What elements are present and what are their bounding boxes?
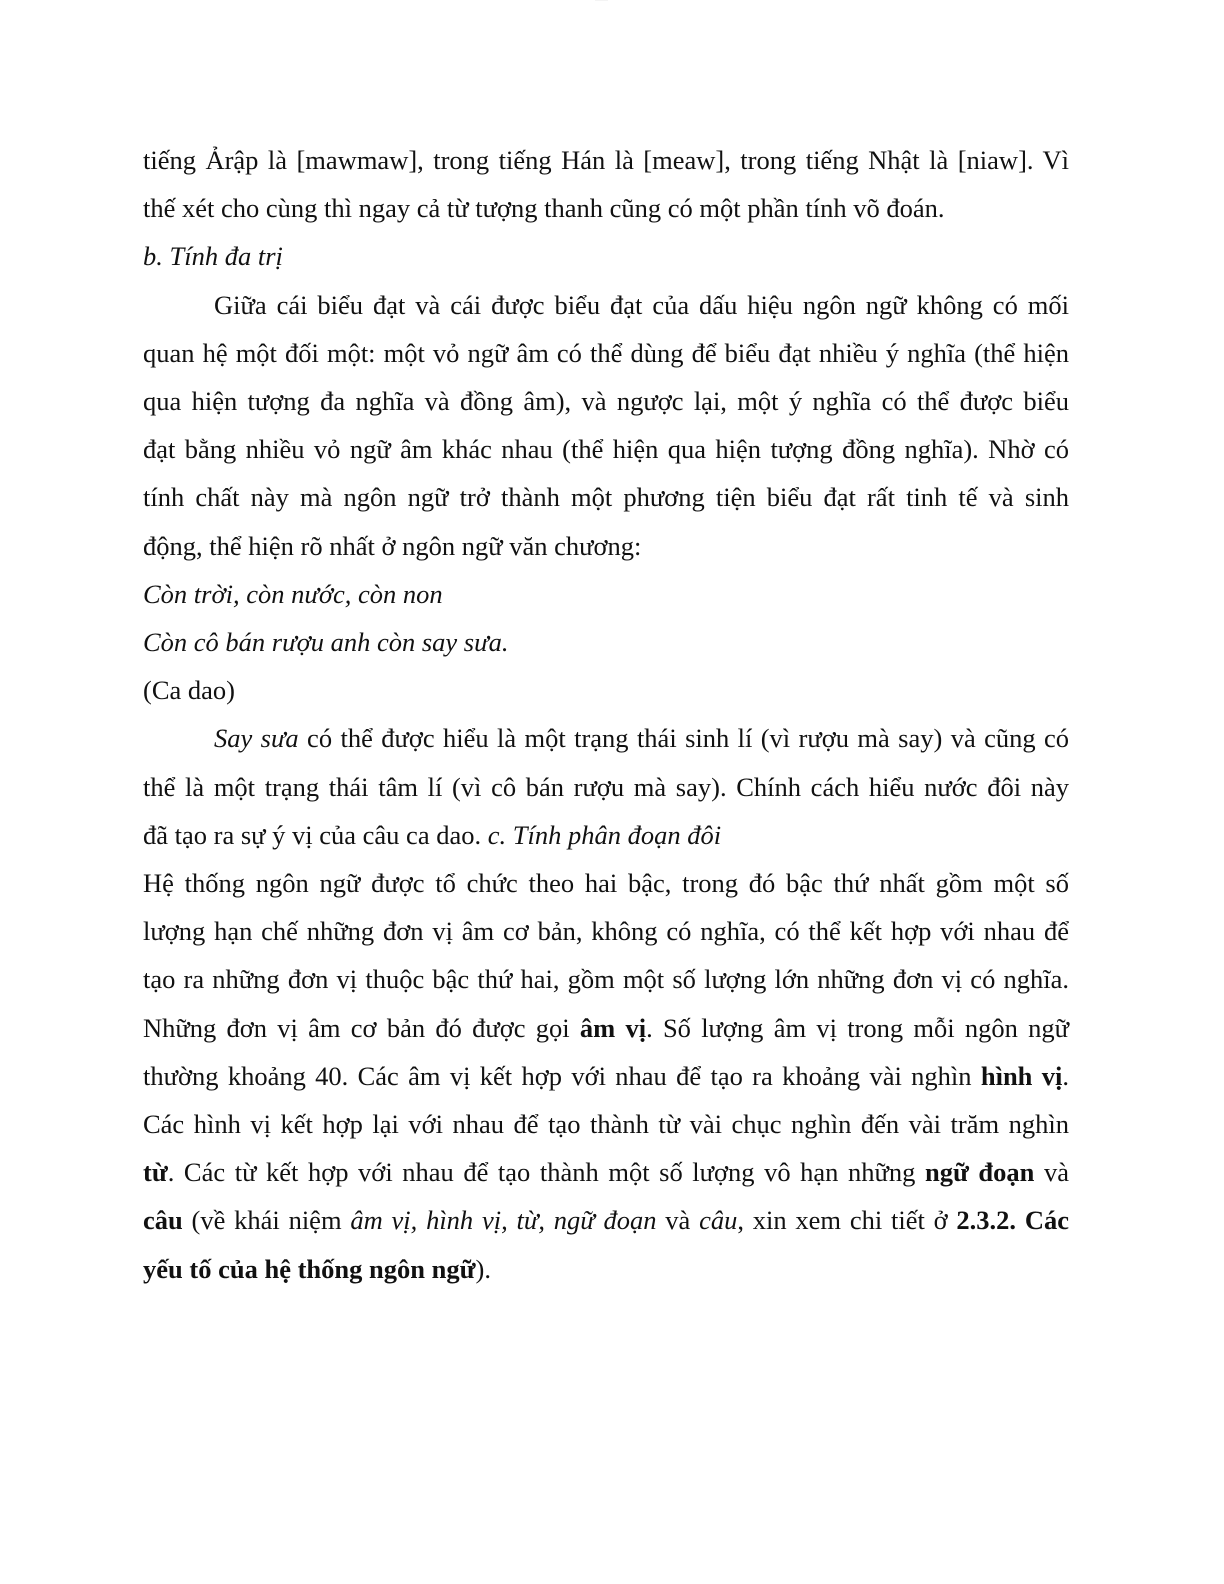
text-segment: qua hiện tượng đa nghĩa và đồng âm), và ngược lại, một ý nghĩa có thể được biểu (143, 386, 1069, 417)
text-segment: tính chất này mà ngôn ngữ trở thành một phương tiện biểu đạt rất tinh tế và sinh (143, 482, 1069, 513)
bold-term: câu (143, 1205, 183, 1236)
italic-text: Còn cô bán rượu anh còn say sưa. (143, 627, 509, 658)
italic-text: Say sưa (214, 723, 299, 754)
text-line (143, 136, 1069, 184)
text-segment: thể là một trạng thái tâm lí (vì cô bán rượu mà say). Chính cách hiểu nước đôi này (143, 771, 1069, 802)
text-line (143, 473, 1069, 521)
text-segment: đã tạo ra sự ý vị của câu ca dao. (143, 819, 488, 850)
text-segment: , xin xem chi tiết ở (737, 1205, 957, 1236)
text-segment: thế xét cho cùng thì ngay cả từ tượng thanh cũng có một phần tính võ đoán. (143, 193, 945, 224)
text-segment: (Ca dao) (143, 675, 235, 706)
text-line (143, 714, 1069, 762)
text-segment: Các hình vị kết hợp lại với nhau để tạo thành từ vài chục nghìn đến vài trăm nghìn (143, 1109, 1069, 1140)
text-line (143, 859, 1069, 907)
text-line (143, 811, 1069, 859)
italic-text: b. Tính đa trị (143, 241, 283, 272)
text-line (143, 184, 1069, 232)
text-line (143, 907, 1069, 955)
text-line (143, 425, 1069, 473)
text-line (143, 666, 1069, 714)
text-segment: ). (475, 1253, 491, 1284)
header-mark: ············· (595, 0, 608, 3)
text-segment: có thể được hiểu là một trạng thái sinh lí (vì rượu mà say) và cũng có (298, 723, 1069, 754)
text-segment: lượng hạn chế những đơn vị âm cơ bản, không có nghĩa, có thể kết hợp với nhau để (143, 916, 1069, 947)
text-line (143, 763, 1069, 811)
body-text (143, 136, 1069, 1293)
bold-term: 2.3.2. Các (956, 1205, 1069, 1236)
text-segment: thường khoảng 40. Các âm vị kết hợp với nhau để tạo ra khoảng vài nghìn (143, 1060, 981, 1091)
text-segment: Những đơn vị âm cơ bản đó được gọi (143, 1012, 580, 1043)
text-segment: Hệ thống ngôn ngữ được tổ chức theo hai bậc, trong đó bậc thứ nhất gồm một số (143, 868, 1069, 899)
text-line (143, 570, 1069, 618)
italic-text: câu (699, 1205, 738, 1236)
text-line (143, 1100, 1069, 1148)
text-segment: và (1034, 1157, 1069, 1188)
text-line (143, 232, 1069, 280)
italic-text: c. Tính phân đoạn đôi (487, 819, 722, 850)
text-line (143, 618, 1069, 666)
text-segment: tiếng Ảrập là [mawmaw], trong tiếng Hán là [meaw], trong tiếng Nhật là [niaw]. Vì (143, 145, 1069, 175)
bold-term: hình vị (980, 1060, 1063, 1091)
text-segment: Giữa cái biểu đạt và cái được biểu đạt của dấu hiệu ngôn ngữ không có mối (214, 289, 1069, 320)
text-segment: tạo ra những đơn vị thuộc bậc thứ hai, gồm một số lượng lớn những đơn vị có nghĩa. (143, 964, 1069, 995)
text-line (143, 377, 1069, 425)
text-line (143, 1245, 1069, 1293)
text-line (143, 1004, 1069, 1052)
bold-term: ngữ đoạn (924, 1157, 1035, 1188)
bold-term: yếu tố của hệ thống ngôn ngữ (143, 1253, 476, 1284)
text-line (143, 1196, 1069, 1244)
text-segment: . Số lượng âm vị trong mỗi ngôn ngữ (646, 1012, 1069, 1043)
text-segment: quan hệ một đối một: một vỏ ngữ âm có thể dùng để biểu đạt nhiều ý nghĩa (thể hiện (143, 337, 1069, 368)
text-segment: . Các từ kết hợp với nhau để tạo thành một số lượng vô hạn những (167, 1157, 925, 1188)
text-segment: (về khái niệm (182, 1205, 351, 1236)
bold-term: âm vị (579, 1012, 647, 1043)
text-segment: . (1062, 1060, 1069, 1091)
text-line (143, 329, 1069, 377)
italic-text: âm vị, hình vị, từ, ngữ đoạn (350, 1205, 657, 1236)
text-segment: động, thể hiện rõ nhất ở ngôn ngữ văn chương: (143, 530, 642, 561)
text-line (143, 1148, 1069, 1196)
text-line (143, 955, 1069, 1003)
italic-text: Còn trời, còn nước, còn non (143, 578, 443, 609)
text-line (143, 522, 1069, 570)
text-line (143, 1052, 1069, 1100)
text-line (143, 281, 1069, 329)
bold-term: từ (143, 1157, 168, 1188)
text-segment: đạt bằng nhiều vỏ ngữ âm khác nhau (thể hiện qua hiện tượng đồng nghĩa). Nhờ có (143, 434, 1069, 465)
text-segment: và (656, 1205, 700, 1236)
